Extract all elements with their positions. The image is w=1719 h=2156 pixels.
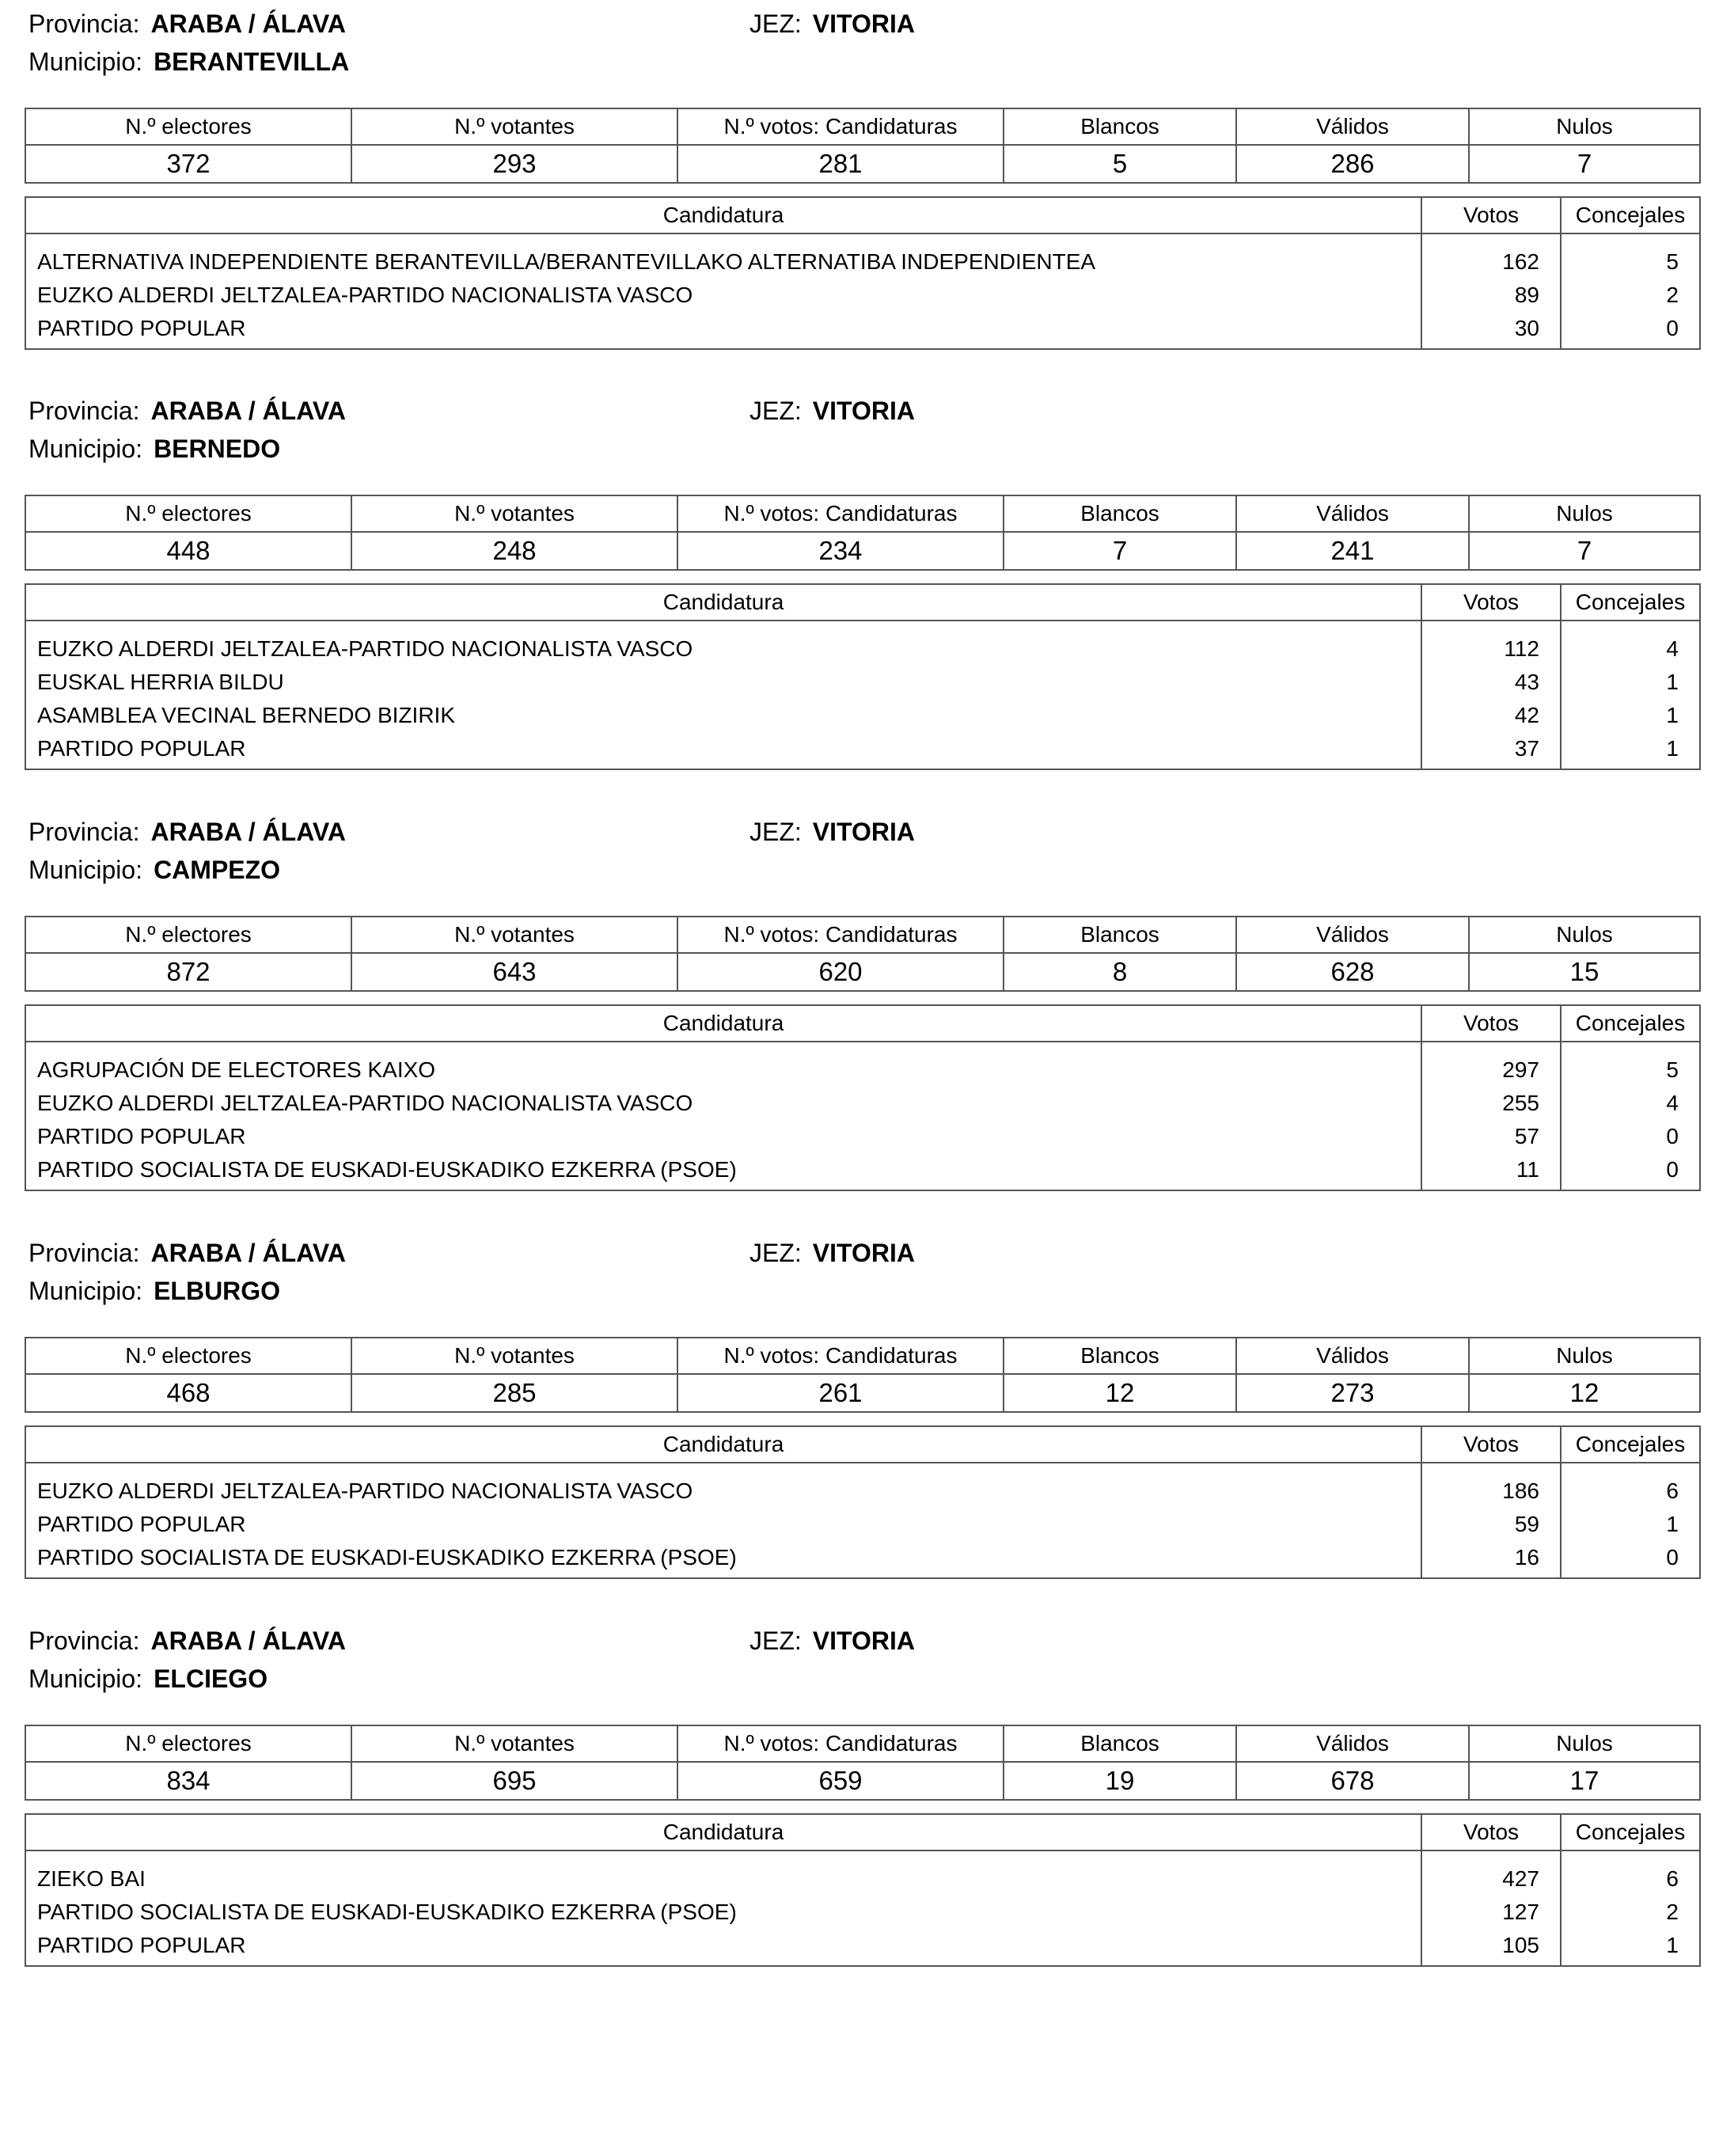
stats-value-electores: 834 (25, 1762, 351, 1800)
concejales-header: Concejales (1561, 1814, 1700, 1850)
stats-header-blancos: Blancos (1004, 917, 1236, 953)
municipio-line (28, 435, 280, 464)
table-row (25, 1929, 1700, 1966)
candidaturas-table (25, 1425, 1701, 1579)
stats-header-votos_cand: N.º votos: Candidaturas (677, 917, 1004, 953)
stats-value-row (25, 953, 1700, 991)
candidatura-concejales: 5 (1561, 233, 1700, 279)
provincia-value: ARABA / ÁLAVA (150, 818, 346, 846)
municipio-value: ELCIEGO (154, 1664, 268, 1693)
stats-header-votantes: N.º votantes (351, 1338, 677, 1374)
stats-header-nulos: Nulos (1469, 108, 1700, 145)
candidatura-votos: 186 (1421, 1463, 1561, 1508)
candidatura-header: Candidatura (25, 197, 1421, 233)
stats-header-blancos: Blancos (1004, 1725, 1236, 1762)
candidatura-concejales: 6 (1561, 1463, 1700, 1508)
jez-label: JEZ: (749, 818, 802, 846)
municipality-block (25, 1229, 1699, 1579)
candidaturas-table (25, 583, 1701, 770)
municipio-label: Municipio: (28, 856, 143, 884)
table-row (25, 233, 1700, 279)
votos-header: Votos (1421, 1426, 1561, 1463)
candidaturas-header-row (25, 1426, 1700, 1463)
municipality-block (25, 1617, 1699, 1967)
stats-value-votantes: 643 (351, 953, 677, 991)
candidatura-votos: 105 (1421, 1929, 1561, 1966)
stats-table (25, 108, 1701, 184)
stats-header-validos: Válidos (1236, 1338, 1469, 1374)
stats-header-electores: N.º electores (25, 917, 351, 953)
candidatura-name: ZIEKO BAI (25, 1850, 1421, 1896)
stats-header-electores: N.º electores (25, 1338, 351, 1374)
municipio-value: BERANTEVILLA (154, 47, 350, 76)
stats-value-row (25, 1762, 1700, 1800)
votos-header: Votos (1421, 1814, 1561, 1850)
stats-value-row (25, 532, 1700, 570)
municipio-label: Municipio: (28, 47, 143, 76)
stats-header-electores: N.º electores (25, 1725, 351, 1762)
candidatura-name: EUZKO ALDERDI JELTZALEA-PARTIDO NACIONALISTA VASCO (25, 1087, 1421, 1120)
candidatura-name: EUZKO ALDERDI JELTZALEA-PARTIDO NACIONALISTA VASCO (25, 1463, 1421, 1508)
candidaturas-header-row (25, 584, 1700, 621)
candidatura-concejales: 1 (1561, 1929, 1700, 1966)
stats-value-electores: 468 (25, 1374, 351, 1412)
candidatura-name: AGRUPACIÓN DE ELECTORES KAIXO (25, 1042, 1421, 1087)
provincia-label: Provincia: (28, 818, 140, 846)
jez-label: JEZ: (749, 1626, 802, 1655)
candidatura-concejales: 4 (1561, 621, 1700, 666)
provincia-value: ARABA / ÁLAVA (150, 1626, 346, 1655)
municipio-line (28, 856, 280, 885)
provincia-line (28, 397, 346, 426)
table-row (25, 1042, 1700, 1087)
candidatura-header: Candidatura (25, 1814, 1421, 1850)
stats-value-nulos: 7 (1469, 145, 1700, 183)
candidatura-name: PARTIDO POPULAR (25, 1929, 1421, 1966)
stats-value-electores: 448 (25, 532, 351, 570)
stats-value-votos_cand: 620 (677, 953, 1004, 991)
municipio-value: BERNEDO (154, 435, 281, 463)
municipality-block (25, 0, 1699, 350)
stats-value-blancos: 7 (1004, 532, 1236, 570)
candidaturas-header-row (25, 1814, 1700, 1850)
candidatura-votos: 89 (1421, 279, 1561, 312)
candidatura-votos: 162 (1421, 233, 1561, 279)
stats-header-votantes: N.º votantes (351, 108, 677, 145)
candidatura-votos: 37 (1421, 732, 1561, 769)
municipio-value: CAMPEZO (154, 856, 281, 884)
candidatura-votos: 30 (1421, 312, 1561, 349)
municipio-line (28, 1664, 268, 1694)
jez-value: VITORIA (812, 1626, 915, 1655)
stats-value-votantes: 695 (351, 1762, 677, 1800)
provincia-value: ARABA / ÁLAVA (150, 9, 346, 38)
stats-value-validos: 273 (1236, 1374, 1469, 1412)
stats-header-votantes: N.º votantes (351, 1725, 677, 1762)
table-row (25, 1896, 1700, 1929)
municipio-label: Municipio: (28, 435, 143, 463)
stats-header-votos_cand: N.º votos: Candidaturas (677, 108, 1004, 145)
jez-line (749, 1239, 915, 1268)
stats-value-votos_cand: 281 (677, 145, 1004, 183)
candidatura-concejales: 0 (1561, 312, 1700, 349)
municipio-label: Municipio: (28, 1664, 143, 1693)
candidatura-votos: 427 (1421, 1850, 1561, 1896)
municipality-header (25, 0, 1699, 76)
stats-header-electores: N.º electores (25, 108, 351, 145)
municipio-line (28, 1277, 280, 1306)
stats-value-validos: 628 (1236, 953, 1469, 991)
candidaturas-table (25, 1004, 1701, 1191)
table-row (25, 1087, 1700, 1120)
candidatura-name: PARTIDO POPULAR (25, 732, 1421, 769)
candidaturas-table (25, 1813, 1701, 1967)
provincia-line (28, 1626, 346, 1656)
candidatura-concejales: 5 (1561, 1042, 1700, 1087)
stats-value-nulos: 12 (1469, 1374, 1700, 1412)
municipality-block (25, 808, 1699, 1191)
candidatura-name: PARTIDO POPULAR (25, 1508, 1421, 1541)
stats-header-nulos: Nulos (1469, 917, 1700, 953)
candidatura-name: PARTIDO POPULAR (25, 312, 1421, 349)
candidatura-name: EUZKO ALDERDI JELTZALEA-PARTIDO NACIONALISTA VASCO (25, 621, 1421, 666)
jez-value: VITORIA (812, 818, 915, 846)
stats-value-votantes: 293 (351, 145, 677, 183)
table-row (25, 312, 1700, 349)
stats-header-nulos: Nulos (1469, 1338, 1700, 1374)
table-row (25, 279, 1700, 312)
stats-value-blancos: 5 (1004, 145, 1236, 183)
candidatura-concejales: 1 (1561, 666, 1700, 699)
candidatura-votos: 57 (1421, 1120, 1561, 1153)
concejales-header: Concejales (1561, 1426, 1700, 1463)
candidatura-concejales: 2 (1561, 279, 1700, 312)
table-row (25, 666, 1700, 699)
candidatura-concejales: 0 (1561, 1120, 1700, 1153)
jez-line (749, 818, 915, 847)
candidatura-concejales: 1 (1561, 732, 1700, 769)
stats-header-validos: Válidos (1236, 108, 1469, 145)
stats-value-blancos: 19 (1004, 1762, 1236, 1800)
candidatura-votos: 43 (1421, 666, 1561, 699)
stats-value-blancos: 8 (1004, 953, 1236, 991)
stats-value-nulos: 7 (1469, 532, 1700, 570)
jez-line (749, 9, 915, 39)
stats-header-validos: Válidos (1236, 1725, 1469, 1762)
table-row (25, 732, 1700, 769)
table-row (25, 1463, 1700, 1508)
candidatura-concejales: 0 (1561, 1153, 1700, 1190)
candidatura-header: Candidatura (25, 1426, 1421, 1463)
stats-header-row (25, 108, 1700, 145)
provincia-value: ARABA / ÁLAVA (150, 397, 346, 425)
table-row (25, 1120, 1700, 1153)
stats-header-nulos: Nulos (1469, 495, 1700, 532)
stats-header-votos_cand: N.º votos: Candidaturas (677, 1338, 1004, 1374)
table-row (25, 1508, 1700, 1541)
candidatura-concejales: 0 (1561, 1541, 1700, 1578)
candidatura-name: PARTIDO SOCIALISTA DE EUSKADI-EUSKADIKO EZKERRA (PSOE) (25, 1153, 1421, 1190)
stats-header-blancos: Blancos (1004, 495, 1236, 532)
stats-table (25, 1725, 1701, 1801)
votos-header: Votos (1421, 197, 1561, 233)
candidatura-name: PARTIDO SOCIALISTA DE EUSKADI-EUSKADIKO EZKERRA (PSOE) (25, 1896, 1421, 1929)
candidatura-name: ALTERNATIVA INDEPENDIENTE BERANTEVILLA/BERANTEVILLAKO ALTERNATIBA INDEPENDIENTEA (25, 233, 1421, 279)
municipality-header (25, 387, 1699, 463)
stats-header-votos_cand: N.º votos: Candidaturas (677, 1725, 1004, 1762)
municipality-header (25, 1617, 1699, 1693)
candidaturas-header-row (25, 1005, 1700, 1042)
stats-header-row (25, 495, 1700, 532)
candidatura-name: EUZKO ALDERDI JELTZALEA-PARTIDO NACIONALISTA VASCO (25, 279, 1421, 312)
stats-header-votos_cand: N.º votos: Candidaturas (677, 495, 1004, 532)
provincia-line (28, 9, 346, 39)
municipio-label: Municipio: (28, 1277, 143, 1305)
votos-header: Votos (1421, 1005, 1561, 1042)
stats-value-validos: 678 (1236, 1762, 1469, 1800)
jez-line (749, 1626, 915, 1656)
jez-label: JEZ: (749, 9, 802, 38)
jez-value: VITORIA (812, 9, 915, 38)
jez-value: VITORIA (812, 397, 915, 425)
stats-value-row (25, 1374, 1700, 1412)
votos-header: Votos (1421, 584, 1561, 621)
provincia-label: Provincia: (28, 397, 140, 425)
stats-header-votantes: N.º votantes (351, 917, 677, 953)
stats-header-blancos: Blancos (1004, 1338, 1236, 1374)
stats-value-votantes: 248 (351, 532, 677, 570)
candidatura-name: PARTIDO SOCIALISTA DE EUSKADI-EUSKADIKO EZKERRA (PSOE) (25, 1541, 1421, 1578)
jez-label: JEZ: (749, 397, 802, 425)
stats-value-blancos: 12 (1004, 1374, 1236, 1412)
stats-header-row (25, 1725, 1700, 1762)
table-row (25, 621, 1700, 666)
candidaturas-table (25, 196, 1701, 350)
candidatura-votos: 112 (1421, 621, 1561, 666)
stats-table (25, 1337, 1701, 1413)
candidatura-votos: 42 (1421, 699, 1561, 732)
provincia-line (28, 1239, 346, 1268)
candidaturas-header-row (25, 197, 1700, 233)
stats-header-nulos: Nulos (1469, 1725, 1700, 1762)
stats-value-validos: 241 (1236, 532, 1469, 570)
stats-value-electores: 872 (25, 953, 351, 991)
candidatura-header: Candidatura (25, 1005, 1421, 1042)
stats-header-votantes: N.º votantes (351, 495, 677, 532)
concejales-header: Concejales (1561, 584, 1700, 621)
stats-value-electores: 372 (25, 145, 351, 183)
provincia-line (28, 818, 346, 847)
candidatura-name: ASAMBLEA VECINAL BERNEDO BIZIRIK (25, 699, 1421, 732)
table-row (25, 1850, 1700, 1896)
candidatura-votos: 297 (1421, 1042, 1561, 1087)
stats-value-votos_cand: 261 (677, 1374, 1004, 1412)
concejales-header: Concejales (1561, 1005, 1700, 1042)
jez-value: VITORIA (812, 1239, 915, 1267)
concejales-header: Concejales (1561, 197, 1700, 233)
stats-header-validos: Válidos (1236, 495, 1469, 532)
stats-header-electores: N.º electores (25, 495, 351, 532)
stats-value-row (25, 145, 1700, 183)
candidatura-concejales: 1 (1561, 1508, 1700, 1541)
candidatura-name: PARTIDO POPULAR (25, 1120, 1421, 1153)
candidatura-votos: 16 (1421, 1541, 1561, 1578)
stats-value-votantes: 285 (351, 1374, 677, 1412)
candidatura-votos: 127 (1421, 1896, 1561, 1929)
table-row (25, 1153, 1700, 1190)
municipality-block (25, 387, 1699, 770)
stats-value-nulos: 15 (1469, 953, 1700, 991)
candidatura-concejales: 2 (1561, 1896, 1700, 1929)
stats-value-votos_cand: 234 (677, 532, 1004, 570)
provincia-label: Provincia: (28, 1239, 140, 1267)
stats-header-row (25, 917, 1700, 953)
candidatura-votos: 11 (1421, 1153, 1561, 1190)
candidatura-concejales: 1 (1561, 699, 1700, 732)
stats-value-validos: 286 (1236, 145, 1469, 183)
table-row (25, 1541, 1700, 1578)
candidatura-concejales: 6 (1561, 1850, 1700, 1896)
provincia-label: Provincia: (28, 9, 140, 38)
stats-header-row (25, 1338, 1700, 1374)
stats-table (25, 916, 1701, 992)
stats-value-nulos: 17 (1469, 1762, 1700, 1800)
jez-label: JEZ: (749, 1239, 802, 1267)
stats-table (25, 495, 1701, 571)
candidatura-votos: 255 (1421, 1087, 1561, 1120)
candidatura-name: EUSKAL HERRIA BILDU (25, 666, 1421, 699)
municipio-value: ELBURGO (154, 1277, 281, 1305)
candidatura-concejales: 4 (1561, 1087, 1700, 1120)
provincia-value: ARABA / ÁLAVA (150, 1239, 346, 1267)
provincia-label: Provincia: (28, 1626, 140, 1655)
stats-value-votos_cand: 659 (677, 1762, 1004, 1800)
municipio-line (28, 47, 349, 77)
municipality-header (25, 808, 1699, 884)
jez-line (749, 397, 915, 426)
table-row (25, 699, 1700, 732)
stats-header-blancos: Blancos (1004, 108, 1236, 145)
municipality-header (25, 1229, 1699, 1305)
stats-header-validos: Válidos (1236, 917, 1469, 953)
candidatura-header: Candidatura (25, 584, 1421, 621)
candidatura-votos: 59 (1421, 1508, 1561, 1541)
